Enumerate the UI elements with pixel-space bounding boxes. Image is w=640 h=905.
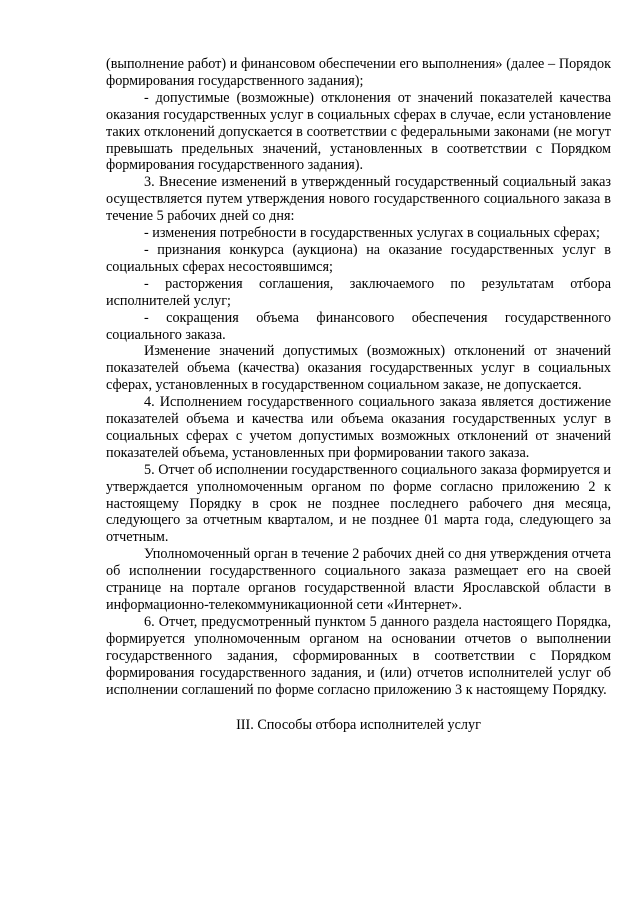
paragraph-item-3-agreement-termination: - расторжения соглашения, заключаемого по результатам отбора исполнителей услуг; — [106, 275, 611, 309]
paragraph-item-6: 6. Отчет, предусмотренный пунктом 5 данного раздела настоящего Порядка, формируется уполномоченным органом на основании отчетов о выполнении государственного задания, сформированных в соответствии с Порядком формирования государственного задания, и (или) отчетов исполнителей услуг об исполнении соглашений по форме согласно приложению 3 к настоящему Порядку. — [106, 613, 611, 698]
paragraph-procedure-continuation: (выполнение работ) и финансовом обеспечении его выполнения» (далее – Порядок формирования государственного задания); — [106, 56, 611, 89]
paragraph-allowed-deviations: - допустимые (возможные) отклонения от значений показателей качества оказания государственных услуг в социальных сферах в случае, если установление таких отклонений допускается в соответствии с федеральными законами (не могут превышать предельных значений, установленных в соответствии с Порядком формирования государственного задания). — [106, 89, 611, 174]
paragraph-item-3-funding-reduction: - сокращения объема финансового обеспечения государственного социального заказа. — [106, 309, 611, 343]
document-page — [106, 56, 611, 734]
paragraph-item-4: 4. Исполнением государственного социального заказа является достижение показателей объема и качества или объема оказания государственных услуг в социальных сферах с учетом допустимых возможных отклонений от значений показателей объема, установленных при формировании такого заказа. — [106, 394, 611, 461]
paragraph-deviation-change-prohibited: Изменение значений допустимых (возможных) отклонений от значений показателей объема (качества) оказания государственных услуг в социальных сферах, установленных в государственном социальном заказе, не допускается. — [106, 343, 611, 394]
paragraph-report-publication: Уполномоченный орган в течение 2 рабочих дней со дня утверждения отчета об исполнении государственного социального заказа размещает его на своей странице на портале органов государственной власти Ярославской области в информационно-телекоммуникационной сети «Интернет». — [106, 546, 611, 613]
paragraph-item-3-demand-change: - изменения потребности в государственных услугах в социальных сферах; — [144, 225, 600, 242]
paragraph-item-3: 3. Внесение изменений в утвержденный государственный социальный заказ осуществляется путем утверждения нового государственного социального заказа в течение 5 рабочих дней со дня: — [106, 174, 611, 225]
paragraph-item-5: 5. Отчет об исполнении государственного социального заказа формируется и утверждается уполномоченным органом по форме согласно приложению 2 к настоящему Порядку в срок не позднее последнего рабочего дня месяца, следующего за отчетным кварталом, и не позднее 01 марта года, следующего за отчетным. — [106, 461, 611, 546]
paragraph-item-3-tender-failed: - признания конкурса (аукциона) на оказание государственных услуг в социальных сферах несостоявшимся; — [106, 241, 611, 275]
section-heading: III. Способы отбора исполнителей услуг — [236, 717, 481, 734]
